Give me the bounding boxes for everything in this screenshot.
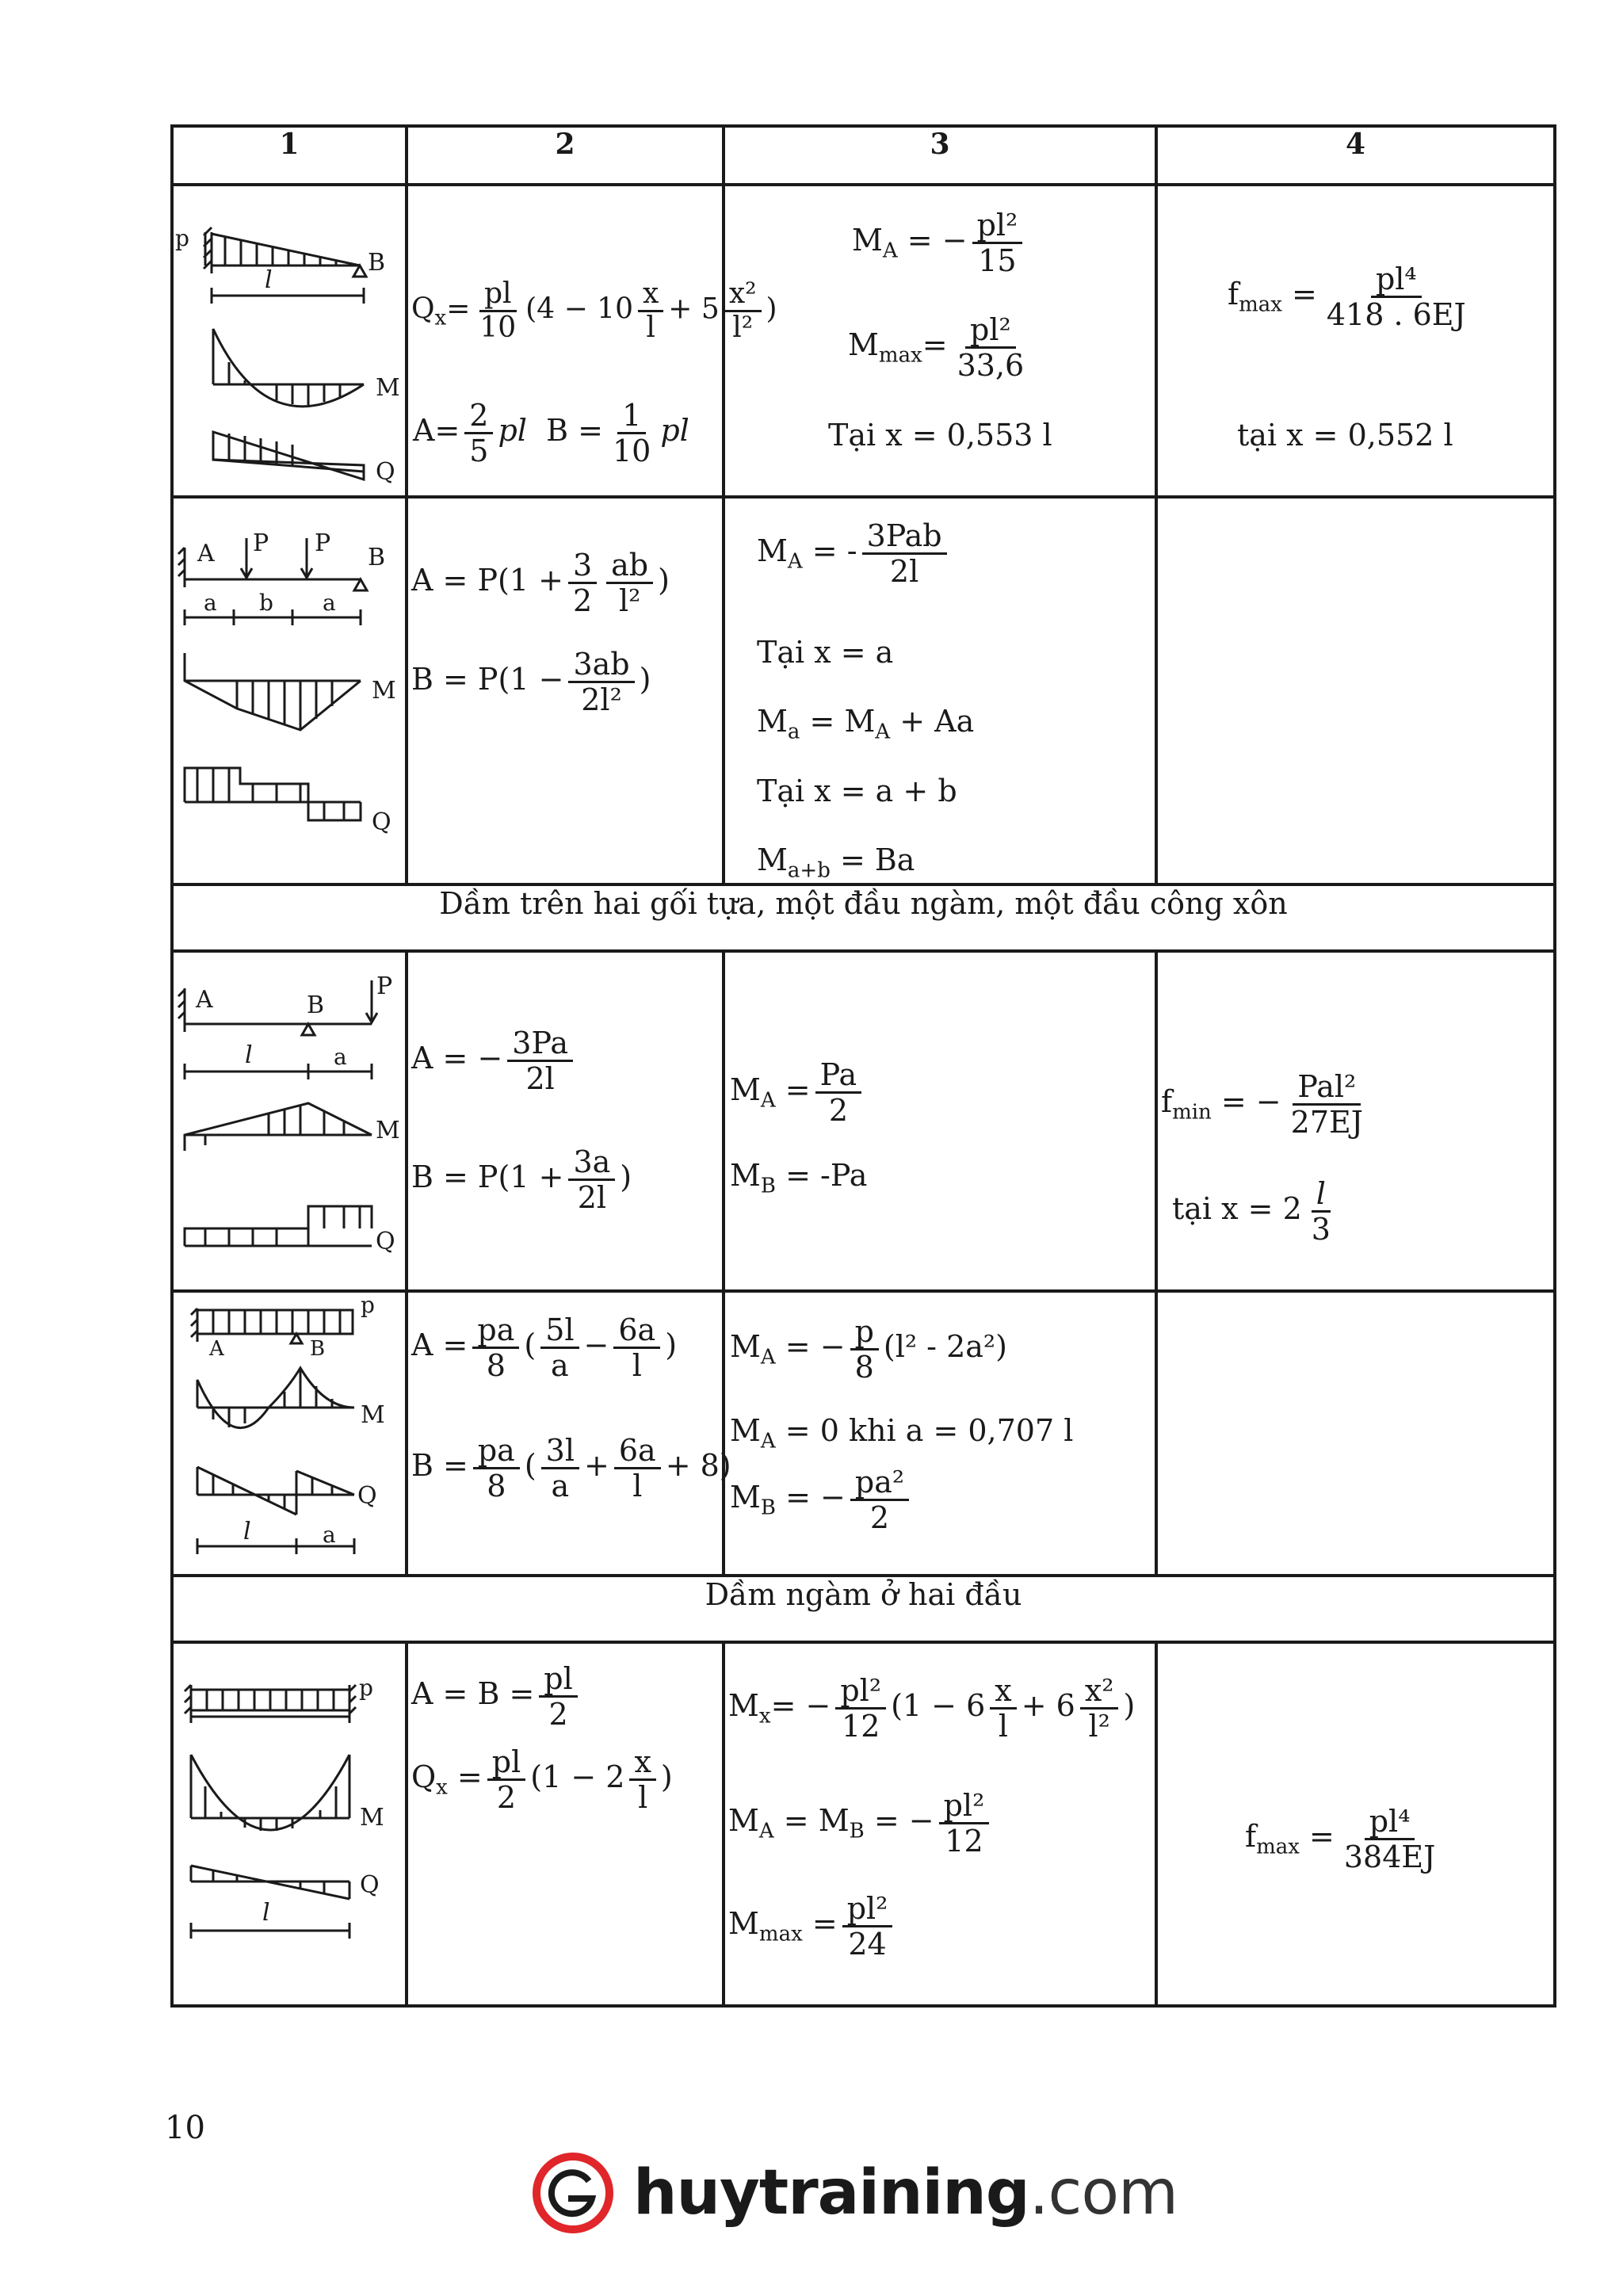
deflection-cell	[1156, 185, 1555, 497]
position-text: Tại x = 0,553 l	[828, 418, 1052, 453]
reactions-cell	[407, 951, 724, 1291]
section-title: Dầm ngàm ở hai đầu	[172, 1576, 1555, 1642]
beam-formula-table	[170, 124, 1556, 2008]
formula-mb: $M_B = -Pa$	[730, 1158, 868, 1198]
label-l: l	[243, 1518, 251, 1545]
formula-mmax: $M_{max}$ = $\frac{\text{pl²}}{24}$	[728, 1893, 897, 1959]
label-l: l	[265, 266, 273, 294]
formula-mx: $M_x=$ − $\frac{\text{pl²}}{12}$ (1 − 6 $\frac{x}{l}$ + 6 $\frac{\text{x²}}{\text{l²}}$ )	[728, 1673, 1136, 1744]
label-p: p	[361, 1292, 375, 1318]
label-a: a	[204, 590, 217, 616]
label-p: p	[175, 225, 189, 251]
formula-ma: $M_A$ = − $\frac{p}{8}$ (l² - 2a²)	[730, 1314, 1007, 1385]
label-Q: Q	[376, 1228, 395, 1255]
formula-a: A = P(1 + $\frac{3}{2}$ $\frac{ab}{\text{l²}}$ )	[411, 548, 670, 618]
label-M: M	[372, 677, 396, 705]
position-text: Tại x = a	[757, 635, 894, 670]
label-A: A	[209, 1337, 224, 1361]
formula-ma: $M_A$ = − $\frac{\text{pl²}}{15}$	[852, 210, 1027, 276]
label-P: P	[253, 529, 269, 557]
header-row	[172, 126, 1555, 185]
beam-diagram-triangular-load	[174, 186, 405, 495]
deflection-cell	[1156, 951, 1555, 1291]
formula-qx: $Q_x=$ $\frac{pl}{10}$ (4 − 10 $\frac{x}{l}$ + 5 $\frac{\text{x²}}{\text{l²}}$ )	[411, 277, 777, 344]
formula-b: B = P(1 − $\frac{3ab}{\text{2l²}}$ )	[411, 647, 651, 717]
label-M: M	[360, 1804, 384, 1832]
label-P: P	[315, 529, 331, 557]
huytraining-logo-icon	[527, 2149, 622, 2237]
page-number: 10	[165, 2110, 205, 2146]
label-a: a	[323, 1522, 336, 1548]
table-row	[172, 951, 1555, 1291]
formula-ma: $M_A$ = - $\frac{\text{3Pab}}{2l}$	[757, 521, 952, 586]
reactions-cell	[407, 1291, 731, 1576]
label-B: B	[310, 1337, 326, 1361]
diagram-cell	[172, 1642, 407, 2006]
label-Q: Q	[360, 1871, 380, 1899]
diagram-cell	[172, 497, 407, 884]
reactions-cell	[407, 497, 724, 884]
formula-ma-zero: $M_A = 0$ khi a = 0,707 l	[730, 1413, 1074, 1454]
position-text: tại x = 2 $\frac{l}{3}$	[1172, 1176, 1331, 1247]
diagram-cell	[172, 185, 407, 497]
table-row	[172, 497, 1555, 884]
brand-logo	[527, 2149, 1178, 2237]
formula-qx: $Q_x$ = $\frac{pl}{2}$ (1 − 2 $\frac{x}{l}$ )	[411, 1744, 673, 1815]
label-a: a	[334, 1044, 347, 1070]
formula-ma: $M_A$ = $\frac{Pa}{2}$	[730, 1060, 866, 1125]
formula-mab: $M_A = M_B$ = − $\frac{\text{pl²}}{12}$	[728, 1790, 994, 1856]
label-l: l	[262, 1899, 270, 1927]
moments-cell	[724, 1291, 1156, 1576]
formula-ma-at-a: $M_a = M_A + Aa$	[757, 704, 975, 744]
label-M: M	[376, 1117, 400, 1144]
formula-a: A = − $\frac{3Pa}{2l}$	[411, 1028, 578, 1094]
section-title: Dầm trên hai gối tựa, một đầu ngàm, một đầu công xôn	[172, 884, 1555, 951]
reactions-cell	[407, 1642, 724, 2006]
label-P: P	[376, 972, 393, 1000]
beam-diagram-overhang-uniform-load	[174, 1293, 405, 1574]
label-B: B	[307, 991, 325, 1019]
moments-cell	[724, 497, 1156, 884]
formula-a: A= $\frac{2}{5}$ pl B = $\frac{1}{10}$ pl	[413, 398, 689, 468]
label-Q: Q	[357, 1482, 377, 1510]
header-col-4: 4	[1156, 126, 1555, 185]
label-b: b	[259, 590, 273, 616]
formula-a: A = $\frac{pa}{8}$ ( $\frac{5l}{a}$ − $\frac{6a}{l}$ )	[411, 1312, 678, 1383]
formula-fmax: $f_{max}$ = $\frac{\text{pl⁴}}{384EJ}$	[1245, 1804, 1436, 1874]
table-row	[172, 1642, 1555, 2006]
table-row	[172, 185, 1555, 497]
formula-ma-plus-b: $M_{a+b} = Ba$	[757, 842, 915, 883]
formula-b: B = P(1 + $\frac{3a}{2l}$ )	[411, 1144, 632, 1215]
label-B: B	[368, 249, 386, 277]
formula-fmin: $f_{min}$ = − $\frac{\text{Pal²}}{27EJ}$	[1161, 1069, 1363, 1140]
formula-fmax: $f_{max}$ = $\frac{\text{pl⁴}}{418 . 6EJ}$	[1228, 262, 1466, 332]
deflection-cell	[1156, 1642, 1555, 2006]
header-col-1: 1	[172, 126, 407, 185]
header-col-3: 3	[724, 126, 1156, 185]
table-row	[172, 1291, 1555, 1576]
label-A: A	[197, 540, 215, 567]
diagram-cell	[172, 951, 407, 1291]
formula-b: B = $\frac{pa}{8}$ ( $\frac{3l}{a}$ + $\frac{6a}{l}$ + 8)	[411, 1433, 731, 1503]
section-row	[172, 884, 1555, 951]
label-A: A	[196, 986, 213, 1014]
deflection-cell	[1156, 1291, 1555, 1576]
moments-cell	[724, 951, 1156, 1291]
moments-cell	[724, 1642, 1156, 2006]
deflection-cell	[1156, 497, 1555, 884]
formula-mb: $M_B$ = − $\frac{\text{pa²}}{2}$	[730, 1467, 914, 1533]
reactions-cell	[407, 185, 777, 497]
label-Q: Q	[376, 458, 395, 486]
moments-cell	[724, 185, 1156, 497]
position-text: tại x = 0,552 l	[1237, 418, 1453, 453]
header-col-2: 2	[407, 126, 724, 185]
label-M: M	[376, 374, 400, 402]
diagram-cell	[172, 1291, 407, 1576]
brand-name: huytraining.com	[633, 2157, 1178, 2229]
position-text: Tại x = a + b	[757, 774, 957, 808]
label-M: M	[361, 1401, 385, 1429]
label-p: p	[359, 1675, 373, 1701]
label-Q: Q	[372, 808, 391, 836]
formula-mmax: $M_{max}=$ $\frac{\text{pl²}}{33,6}$	[848, 312, 1025, 383]
label-B: B	[368, 544, 386, 571]
label-l: l	[245, 1041, 253, 1069]
formula-ab: A = B = $\frac{pl}{2}$	[411, 1664, 582, 1729]
section-row	[172, 1576, 1555, 1642]
label-a: a	[323, 590, 336, 616]
